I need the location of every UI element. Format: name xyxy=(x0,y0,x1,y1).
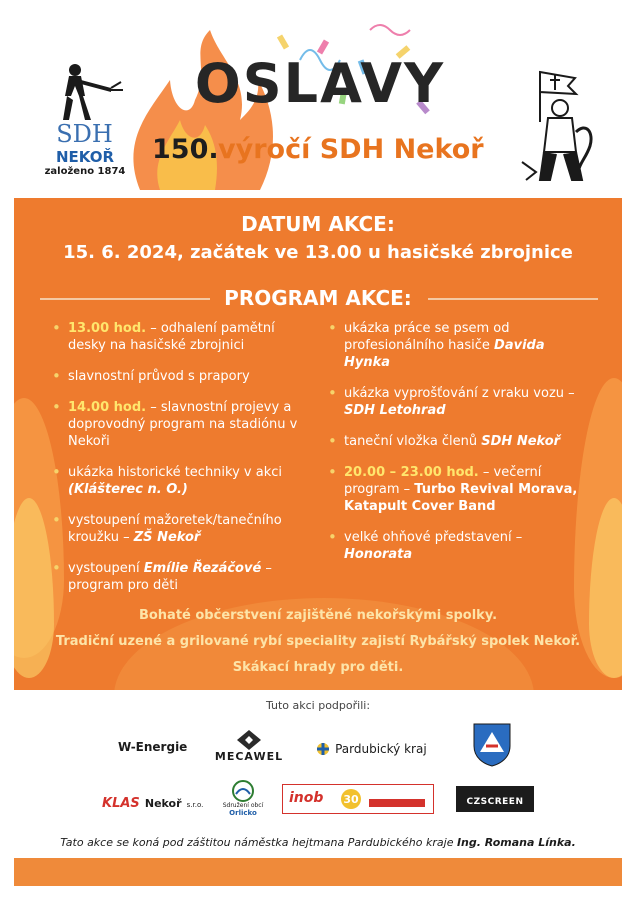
sponsor-w-energie: W-Energie xyxy=(118,740,188,754)
sponsor-inob: inob 30 xyxy=(282,784,434,814)
footer-line-3: Skákací hrady pro děti. xyxy=(232,660,404,675)
bottom-bar xyxy=(14,858,622,886)
program-list-left xyxy=(52,320,302,608)
list-item: • ukázka vyprošťování z vraku vozu – SDH Letohrad xyxy=(328,385,588,419)
list-item: • 13.00 hod. – odhalení pamětní desky na hasičské zbrojnici xyxy=(52,320,302,354)
date-text: 15. 6. 2024, začátek ve 13.00 u hasičské zbrojnice xyxy=(63,242,573,263)
mecawel-logo-icon xyxy=(235,728,263,750)
logo-sdh-text: SDH xyxy=(56,120,113,148)
program-list-right xyxy=(328,320,588,577)
list-item: • velké ohňové představení – Honorata xyxy=(328,529,588,563)
list-item: • vystoupení Emílie Řezáčové – program pro děti xyxy=(52,560,302,594)
orlicko-logo-icon xyxy=(230,780,256,802)
list-item: • 14.00 hod. – slavnostní projevy a doprovodný program na stadiónu v Nekoři xyxy=(52,399,302,450)
footer-line-2: Tradiční uzené a grilované rybí speciality zajistí Rybářský spolek Nekoř. xyxy=(55,634,581,649)
logo-founded: založeno 1874 xyxy=(44,166,126,177)
inob-banner xyxy=(369,799,425,807)
footer-line-1: Bohaté občerstvení zajištěné nekořskými spolky. xyxy=(138,608,498,623)
list-item: • 20.00 – 23.00 hod. – večerní program – Turbo Revival Morava, Katapult Cover Band xyxy=(328,464,588,515)
list-item: • vystoupení mažoretek/tanečního kroužku – ZŠ Nekoř xyxy=(52,512,302,546)
anniversary-number: 150. xyxy=(152,134,219,165)
page-title: OSLAVY xyxy=(194,52,446,115)
program-heading: PROGRAM AKCE: xyxy=(224,286,412,310)
list-item: • ukázka práce se psem od profesionálního hasiče Davida Hynka xyxy=(328,320,588,371)
svg-text:30: 30 xyxy=(343,793,359,806)
sponsor-klas: KLAS Nekoř s.r.o. xyxy=(102,796,204,811)
sponsor-pardubicky-kraj: Pardubický kraj xyxy=(316,738,427,757)
sponsor-czscreen: CZSCREEN xyxy=(456,786,534,812)
coat-of-arms-icon xyxy=(472,722,512,768)
inob-anniversary-icon xyxy=(339,787,363,811)
anniversary-subtitle: výročí SDH Nekoř xyxy=(218,134,484,165)
list-item: • taneční vložka členů SDH Nekoř xyxy=(328,433,588,450)
sponsor-sdruzeni-orlicko: Sdružení obcí Orlicko xyxy=(213,780,273,817)
list-item: • ukázka historické techniky v akci (Klášterec n. O.) xyxy=(52,464,302,498)
knight-illustration-icon xyxy=(520,62,600,184)
list-item: • slavnostní průvod s prapory xyxy=(52,368,302,385)
patronage-note: Tato akce se koná pod záštitou náměstka hejtmana Pardubického kraje Ing. Romana Línka. xyxy=(60,836,576,849)
sponsor-mecawel: MECAWEL xyxy=(206,728,292,763)
firefighter-logo-icon xyxy=(45,62,125,124)
program-panel xyxy=(14,198,622,690)
logo-name: NEKOŘ xyxy=(55,148,115,166)
pardubicky-logo-icon xyxy=(316,742,330,756)
sponsors-heading: Tuto akci podpořili: xyxy=(265,699,371,712)
date-heading: DATUM AKCE: xyxy=(241,212,395,236)
divider-right xyxy=(428,298,598,300)
